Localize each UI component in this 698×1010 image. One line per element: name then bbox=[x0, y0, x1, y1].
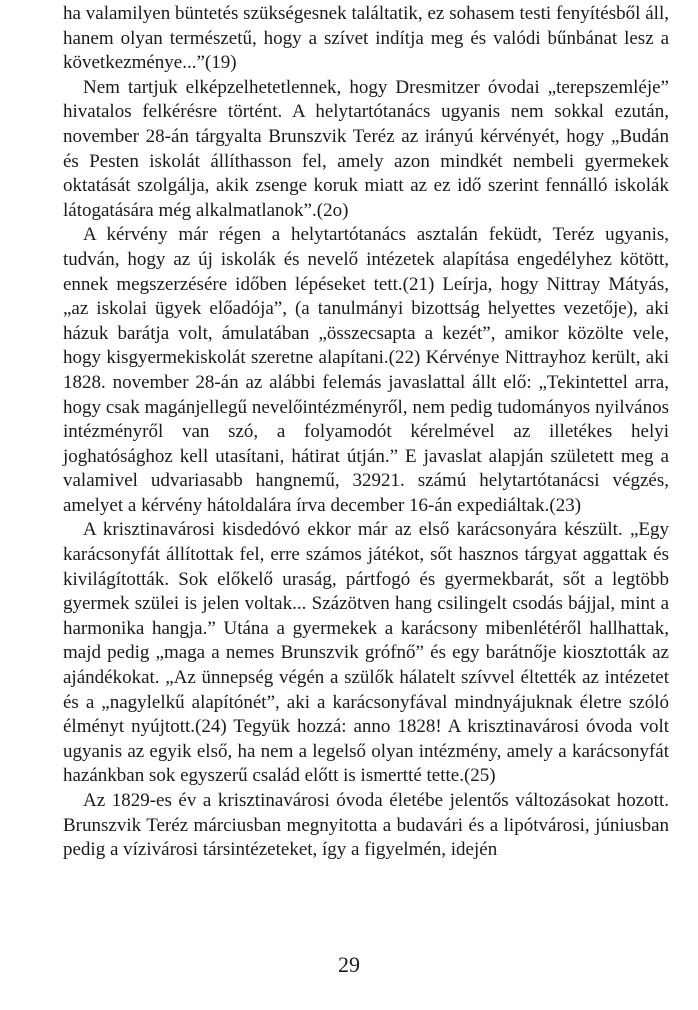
page-number: 29 bbox=[338, 952, 360, 977]
page-body bbox=[63, 2, 669, 863]
paragraph-4: A krisztinavárosi kisdedóvó ekkor már az első karácsonyára készült. „Egy karácsonyfát állítottak fel, erre számos játékot, sőt hasznos tárgyat aggattak és kivilágították. Sok előkelő uraság, pártfogó és gyermekbarát, sőt a legtöbb gyermek szülei is jelen voltak... Százötven hang csilingelt csodás bájjal, mint a harmonika hangja.” Utána a gyermekek a karácsony mibenlétéről hallhattak, majd pedig „maga a nemes Brunszvik grófnő” és egy barátnője kiosztották az ajándékokat. „Az ünnepség végén a szülők hálatelt szívvel éltették az intézetet és a „nagylelkű alapítónét”, aki a karácsonyfával mindnyájuknak életre szóló élményt nyújtott.(24) Tegyük hozzá: anno 1828! A krisztinavárosi óvoda volt ugyanis az egyik első, ha nem a legelső olyan intézmény, amely a karácsonyfát hazánkban sok egyszerű család előtt is ismertté tette.(25) bbox=[63, 519, 669, 787]
paragraph-3: A kérvény már régen a helytartótanács asztalán feküdt, Teréz ugyanis, tudván, hogy az új iskolák és nevelő intézetek alapítása engedélyhez kötött, ennek megszerzésére időben lépéseket tett.(21) Leírja, hogy Nittray Mátyás, „az iskolai ügyek előadója”, (a tanulmányi bizottság helyettes vezetője), aki házuk barátja volt, ámulatában „összecsapta a kezét”, amikor közölte vele, hogy kisgyermekiskolát szeretne alapítani.(22) Kérvénye Nittrayhoz került, aki 1828. november 28-án az alábbi felemás javaslattal állt elő: „Tekintettel arra, hogy csak magánjellegű nevelőintézményről, nem pedig tudományos nyilvános intézményről van szó, a folyamodót kérelmével az illetékes helyi joghatósághoz kell utasítani, hátirat útján.” E javaslat alapján született meg a valamivel udvariasabb hangnemű, 32921. számú helytartótanácsi végzés, amelyet a kérvény hátoldalára írva december 16-án expediáltak.(23) bbox=[63, 224, 669, 516]
paragraph-1: ha valamilyen büntetés szükségesnek találtatik, ez sohasem testi fenyítésből áll, hanem olyan természetű, hogy a szívet indítja meg és valódi bűnbánat lesz a következménye...”(19) bbox=[63, 3, 669, 74]
paragraph-2: Nem tartjuk elképzelhetetlennek, hogy Dresmitzer óvodai „terepszemléje” hivatalos felkérésre történt. A helytartótanács ugyanis nem sokkal ezután, november 28-án tárgyalta Brunszvik Teréz az irányú kérvényét, hogy „Budán és Pesten iskolát állíthasson fel, amely azon mindkét nembeli gyermekek oktatását szolgálja, akik zsenge koruk miatt az ez idő szerint fennálló iskolák látogatására még alkalmatlanok”.(2o) bbox=[63, 76, 669, 221]
paragraph-5: Az 1829-es év a krisztinavárosi óvoda életébe jelentős változásokat hozott. Brunszvik Teréz márciusban megnyitotta a budavári és a lipótvárosi, júniusban pedig a vízivárosi társintézeteket, így a figyelmén, idején bbox=[63, 790, 669, 861]
